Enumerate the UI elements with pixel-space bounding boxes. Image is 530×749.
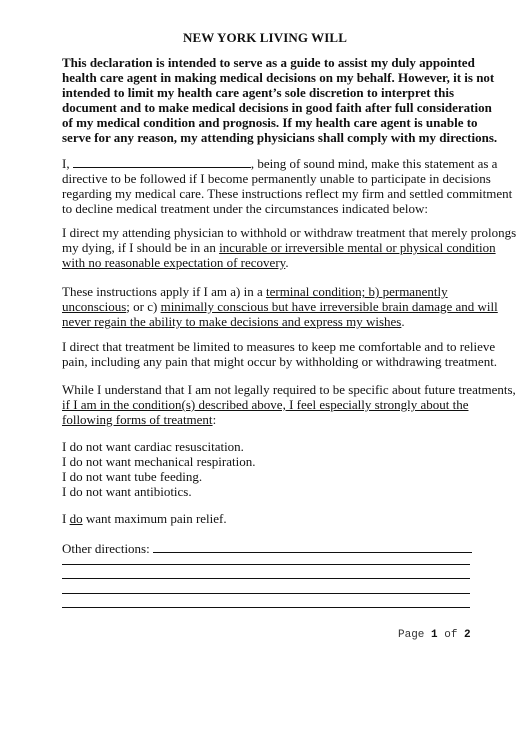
declarant-line-1-suffix: , being of sound mind, make this statement as a [250,156,498,171]
colon: : [212,412,217,427]
declarant-name-field[interactable] [73,155,251,168]
apply-line-1 [62,284,482,299]
declarant-line: directive to be followed if I become permanently unable to participate in decisions [62,171,491,186]
apply-line-2-text: ; or c) [126,299,161,314]
condition-underlined-text: incurable or irreversible mental or physical condition [219,240,496,255]
declarant-line: to decline medical treatment under the circumstances indicated below: [62,201,429,216]
other-directions-field[interactable] [153,540,472,553]
declarant-paragraph [62,155,513,216]
specific-line-1: While I understand that I am not legally required to be specific about future treatments, [62,382,516,397]
pain-suffix: want maximum pain relief. [82,511,227,526]
withhold-treatment-paragraph [62,225,517,270]
document-title: NEW YORK LIVING WILL [183,30,347,45]
treatment-item: I do not want mechanical respiration. [62,454,256,469]
treatment-item: I do not want tube feeding. [62,469,203,484]
other-directions-line [62,540,482,556]
declarant-prefix: I, [62,156,70,171]
pain-prefix: I [62,511,70,526]
intro-line: This declaration is intended to serve as a guide to assist my duly appointed [62,55,475,70]
unconscious-text: unconscious [62,299,127,314]
declarant-line-1 [62,155,498,171]
pain-relief-line [62,511,482,526]
intro-line: of my medical condition and prognosis. If my health care agent is unable to [62,115,478,130]
do-underlined-text: do [69,511,83,526]
intro-line: document and to make medical decisions in good faith after full consideration [62,100,492,115]
specific-line-2 [62,397,482,412]
comfort-paragraph [62,339,498,369]
minimally-conscious-text: minimally conscious but have irreversible brain damage and will [160,299,498,314]
recovery-underlined-text: with no reasonable expectation of recovery [62,255,286,270]
condition-described-text: if I am in the condition(s) described above, I feel especially strongly about the [62,397,469,412]
withhold-line-1: I direct my attending physician to withhold or withdraw treatment that merely prolongs [62,225,517,240]
withhold-line-3 [62,255,482,270]
other-directions-line-2[interactable] [62,564,470,565]
treatment-item: I do not want antibiotics. [62,484,192,499]
forms-of-treatment-text: following forms of treatment [62,412,213,427]
apply-line-1-text: These instructions apply if I am a) in a [62,284,266,299]
page-number [398,629,471,641]
total-pages: 2 [464,629,471,641]
specific-line-3 [62,412,482,427]
never-regain-text: never regain the ability to make decisions and express my wishes [62,314,402,329]
other-directions-line-5[interactable] [62,607,470,608]
apply-line-3 [62,314,482,329]
apply-line-2 [62,299,498,314]
other-directions-line-4[interactable] [62,593,470,594]
treatment-list [62,439,482,499]
other-directions-line-3[interactable] [62,578,470,579]
of-word: of [444,629,458,641]
period: . [285,255,289,270]
period: . [401,314,405,329]
treatment-item: I do not want cardiac resuscitation. [62,439,244,454]
intro-line: intended to limit my health care agent’s sole discretion to interpret this [62,85,455,100]
apply-conditions-paragraph [62,284,498,329]
page-word: Page [398,629,425,641]
other-directions-row [62,540,482,556]
intro-line: health care agent in making medical decisions on my behalf. However, it is not [62,70,495,85]
withhold-line-2 [62,240,496,255]
other-directions-label: Other directions: [62,541,150,556]
intro-paragraph [62,55,498,145]
comfort-line: I direct that treatment be limited to measures to keep me comfortable and to relieve [62,339,496,354]
specific-treatments-paragraph [62,382,516,427]
terminal-condition-text: terminal condition; b) permanently [265,284,448,299]
current-page: 1 [431,629,438,641]
intro-line: serve for any reason, my attending physicians shall comply with my directions. [62,130,498,145]
comfort-line: pain, including any pain that might occur by withholding or withdrawing treatment. [62,354,498,369]
declarant-line: regarding my medical care. These instructions reflect my firm and settled commitment [62,186,513,201]
withhold-line-2-text: my dying, if I should be in an [62,240,220,255]
pain-relief-statement [62,511,482,526]
